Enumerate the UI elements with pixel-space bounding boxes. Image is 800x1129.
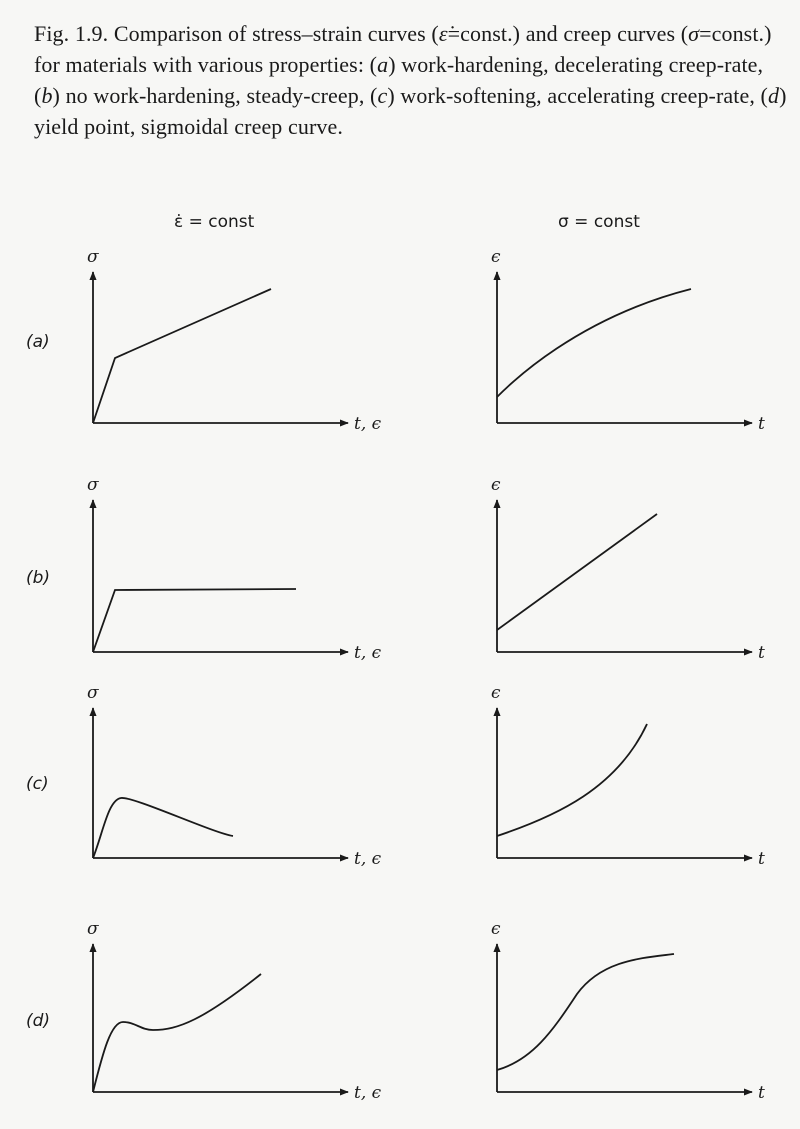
left-column-heading: ε̇ = const — [174, 212, 255, 232]
panel-a-left — [93, 272, 348, 423]
row-label-b: (b) — [26, 568, 51, 588]
x-axis-label: t — [758, 849, 765, 869]
panel-b-right — [497, 500, 752, 652]
y-axis-label: ϵ — [491, 247, 501, 267]
y-axis-label: ϵ — [491, 919, 501, 939]
panel-d-left — [93, 944, 348, 1092]
curve — [497, 724, 647, 836]
row-label-a: (a) — [26, 332, 50, 352]
panel-c-right — [497, 708, 752, 858]
x-axis-label: t, ϵ — [354, 849, 382, 869]
y-axis-label: σ — [87, 919, 99, 939]
curve — [93, 974, 261, 1092]
x-axis-label: t — [758, 414, 765, 434]
y-axis-label: σ — [87, 247, 99, 267]
x-axis-label: t — [758, 1083, 765, 1103]
figure-caption: Fig. 1.9. Comparison of stress–strain curves (ε̇=const.) and creep curves (σ=const.) for materials with various properties: (a) work-hardening, decelerating creep-rate, (b) no work-hardening, steady-creep, (c) work-softening, accelerating creep-rate, (d) yield point, sigmoidal creep curve. — [34, 21, 787, 139]
x-axis-label: t, ϵ — [354, 414, 382, 434]
y-axis-label: ϵ — [491, 683, 501, 703]
y-axis-label: σ — [87, 683, 99, 703]
panel-a-right — [497, 272, 752, 423]
curve — [497, 514, 657, 630]
row-label-d: (d) — [26, 1011, 51, 1031]
curve — [497, 954, 674, 1070]
x-axis-label: t, ϵ — [354, 1083, 382, 1103]
curve — [497, 289, 691, 397]
y-axis-label: σ — [87, 475, 99, 495]
curve — [93, 289, 271, 423]
panel-d-right — [497, 944, 752, 1092]
row-label-c: (c) — [26, 774, 49, 794]
x-axis-label: t — [758, 643, 765, 663]
x-axis-label: t, ϵ — [354, 643, 382, 663]
right-column-heading: σ = const — [558, 212, 640, 232]
figure-label: Fig. 1.9. — [34, 21, 109, 46]
curve — [93, 798, 233, 858]
panel-b-left — [93, 500, 348, 652]
curve — [93, 589, 296, 652]
y-axis-label: ϵ — [491, 475, 501, 495]
panel-c-left — [93, 708, 348, 858]
